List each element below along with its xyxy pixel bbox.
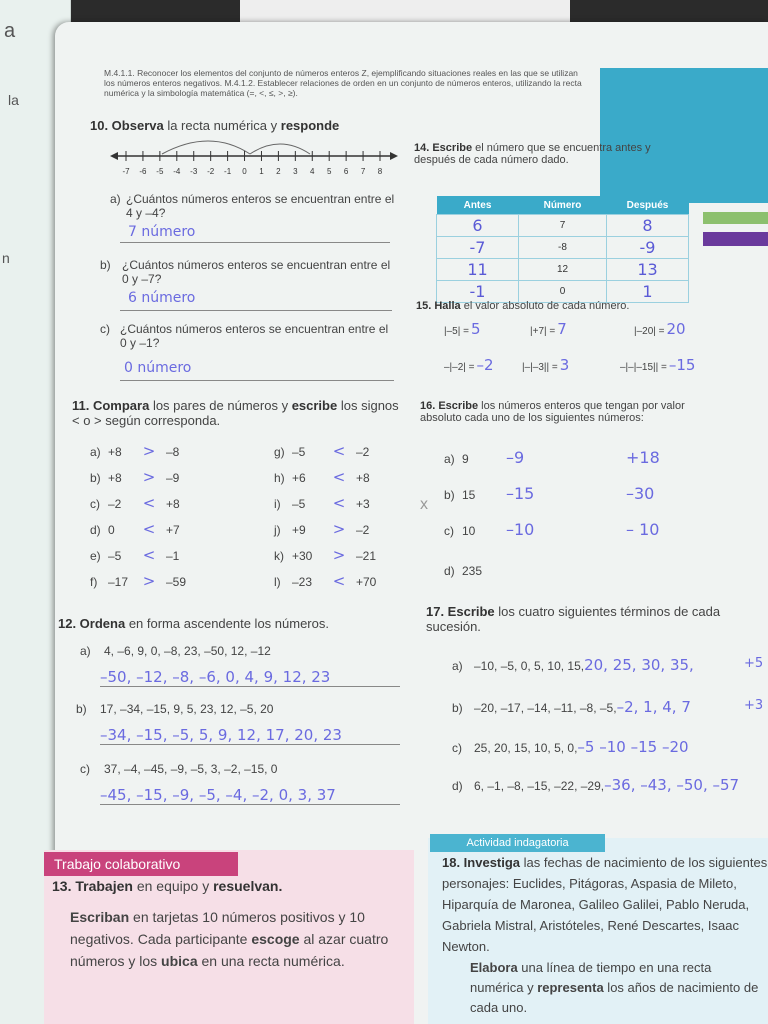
tick-label: 4 bbox=[310, 167, 315, 176]
q11-sign[interactable]: < bbox=[332, 468, 346, 486]
q12-answer[interactable]: –50, –12, –8, –6, 0, 4, 9, 12, 23 bbox=[100, 668, 331, 686]
tick-label: 8 bbox=[377, 167, 383, 176]
q17-item bbox=[452, 656, 694, 674]
q15-answer[interactable]: 7 bbox=[557, 320, 567, 338]
q16-item bbox=[444, 484, 654, 503]
q11-right-number: –2 bbox=[356, 445, 370, 459]
q16-item bbox=[444, 560, 626, 579]
q11-sign[interactable]: > bbox=[142, 572, 156, 590]
background-page-top bbox=[240, 0, 570, 22]
q11-sign[interactable]: < bbox=[332, 442, 346, 460]
q12-label: c) bbox=[80, 762, 90, 776]
q11-sign[interactable]: < bbox=[142, 546, 156, 564]
tick-label: -7 bbox=[122, 167, 130, 176]
q15-item bbox=[522, 356, 569, 374]
q15-expression: |–|–3|| = bbox=[522, 362, 558, 373]
q11-sign[interactable]: < bbox=[142, 494, 156, 512]
q11-sign[interactable]: > bbox=[142, 468, 156, 486]
q16-value: 9 bbox=[462, 452, 469, 466]
q12-underline bbox=[100, 804, 400, 805]
q18-title: 18. Investiga las fechas de nacimiento de los siguientes personajes: Euclides, Pitágoras, Aspasia de Mileto, Hiparquía de Maronea, Galileo Galilei, Pablo Neruda, Gabriela Mistral, Aristóteles, René Descartes, Isaac Newton. bbox=[442, 855, 768, 954]
q10-c-text: ¿Cuántos números enteros se encuentran entre el 0 y –1? bbox=[120, 322, 389, 350]
q16-answer-1[interactable]: –10 bbox=[506, 520, 535, 539]
q10-a-text: ¿Cuántos números enteros se encuentran entre el 4 y –4? bbox=[126, 192, 395, 220]
q16-item bbox=[444, 448, 660, 467]
q10-title: 10. Observa la recta numérica y responde bbox=[90, 118, 340, 133]
q16-item bbox=[444, 520, 659, 539]
q17-answer[interactable]: –5 –10 –15 –20 bbox=[577, 738, 689, 756]
table-cell[interactable]: -7 bbox=[437, 237, 519, 259]
q11-label: d) bbox=[90, 523, 101, 537]
tick-label: 5 bbox=[326, 167, 332, 176]
q15-expression: |–20| = bbox=[634, 326, 665, 337]
q11-label: h) bbox=[274, 471, 285, 485]
q17-label: b) bbox=[452, 701, 463, 715]
q13-text: Escriban en tarjetas 10 números positivos y 10 negativos. Cada participante escoge al azar cuatro números y los ubica en una recta numérica. bbox=[70, 909, 389, 969]
q17-answer[interactable]: –2, 1, 4, 7 bbox=[616, 698, 691, 716]
q17-item bbox=[452, 698, 691, 716]
q10-b-label: b) bbox=[100, 258, 111, 272]
q11-item bbox=[274, 572, 376, 590]
tick-label: -6 bbox=[139, 167, 147, 176]
q11-left-number: –23 bbox=[292, 575, 313, 589]
q16-label: a) bbox=[444, 452, 455, 466]
q12-numbers: 17, –34, –15, 9, 5, 23, 12, –5, 20 bbox=[100, 702, 274, 716]
q11-sign[interactable]: > bbox=[332, 546, 346, 564]
q11-label: e) bbox=[90, 549, 101, 563]
q11-left-number: –17 bbox=[108, 575, 129, 589]
q11-item bbox=[90, 572, 186, 590]
table-cell: 0 bbox=[519, 281, 607, 303]
tick-label: -5 bbox=[156, 167, 164, 176]
q11-sign[interactable]: < bbox=[142, 520, 156, 538]
header-despues: Después bbox=[607, 196, 689, 215]
q11-label: f) bbox=[90, 575, 98, 589]
q12-item bbox=[76, 702, 273, 716]
q16-value: 10 bbox=[462, 524, 476, 538]
q17-title: 17. Escribe los cuatro siguientes términos de cada sucesión. bbox=[426, 604, 721, 634]
header-line-2: los números enteros negativos. M.4.1.2. Establecer relaciones de orden en un conjunto de números enteros, utilizando la recta bbox=[104, 78, 582, 88]
q17-item bbox=[452, 776, 739, 794]
q11-right-number: –9 bbox=[166, 471, 180, 485]
q11-right-number: +8 bbox=[166, 497, 180, 511]
table-cell[interactable]: 8 bbox=[607, 215, 689, 237]
q12-label: a) bbox=[80, 644, 91, 658]
tick-label: 0 bbox=[242, 167, 247, 176]
q15-answer[interactable]: 20 bbox=[666, 320, 686, 338]
q11-right-number: +8 bbox=[356, 471, 370, 485]
table-cell[interactable]: -9 bbox=[607, 237, 689, 259]
q15-expression: –|–|–15|| = bbox=[620, 362, 667, 373]
q12-item bbox=[80, 762, 277, 776]
q15-item bbox=[444, 320, 480, 338]
q12-numbers: 37, –4, –45, –9, –5, 3, –2, –15, 0 bbox=[104, 762, 278, 776]
tick-label: -1 bbox=[224, 167, 232, 176]
q11-right-number: –8 bbox=[166, 445, 180, 459]
table-cell[interactable]: 1 bbox=[607, 281, 689, 303]
q11-right-number: +3 bbox=[356, 497, 370, 511]
q15-answer[interactable]: –15 bbox=[668, 356, 696, 374]
q11-left-number: –2 bbox=[108, 497, 122, 511]
q12-answer[interactable]: –45, –15, –9, –5, –4, –2, 0, 3, 37 bbox=[100, 786, 336, 804]
skill-header bbox=[104, 68, 694, 98]
q11-label: g) bbox=[274, 445, 285, 459]
q16-title: 16. Escribe los números enteros que tengan por valor absoluto cada uno de los siguientes números: bbox=[420, 400, 685, 424]
q16-label: c) bbox=[444, 524, 454, 538]
tick-label: -4 bbox=[173, 167, 181, 176]
q10-c-answer: 0 número bbox=[124, 360, 192, 376]
q16-label: d) bbox=[444, 564, 455, 578]
q17-item bbox=[452, 738, 689, 756]
q15-expression: |–5| = bbox=[444, 326, 469, 337]
tick-label: 1 bbox=[259, 167, 264, 176]
q12-title: 12. Ordena en forma ascendente los números. bbox=[58, 616, 329, 631]
q11-sign[interactable]: > bbox=[332, 520, 346, 538]
q11-right-number: +7 bbox=[166, 523, 180, 537]
q11-item bbox=[274, 442, 369, 460]
green-strip bbox=[703, 212, 768, 224]
header-line-1: M.4.1.1. Reconocer los elementos del conjunto de números enteros Z, ejemplificando situaciones reales en las que se utilizan bbox=[104, 68, 578, 78]
tick-label: 2 bbox=[276, 167, 281, 176]
q11-item bbox=[90, 520, 180, 538]
q11-item bbox=[90, 468, 179, 486]
q17-sequence: –20, –17, –14, –11, –8, –5, bbox=[474, 701, 617, 715]
q11-item bbox=[90, 546, 179, 564]
q12-underline bbox=[100, 744, 400, 745]
q17-answer[interactable]: –36, –43, –50, –57 bbox=[604, 776, 740, 794]
q10-a-answer: 7 número bbox=[128, 224, 196, 240]
q11-left-number: +8 bbox=[108, 445, 122, 459]
q11-left-number: +8 bbox=[108, 471, 122, 485]
table-cell[interactable]: -1 bbox=[437, 281, 519, 303]
q15-item bbox=[530, 320, 567, 338]
q11-right-number: –59 bbox=[166, 575, 187, 589]
header-antes: Antes bbox=[437, 196, 519, 215]
q15-expression: |+7| = bbox=[530, 326, 556, 337]
q11-left-number: –5 bbox=[292, 445, 306, 459]
table-cell: -8 bbox=[519, 237, 607, 259]
q15-expression: –|–2| = bbox=[444, 362, 475, 373]
table-cell[interactable]: 6 bbox=[437, 215, 519, 237]
q17-sequence: –10, –5, 0, 5, 10, 15, bbox=[474, 659, 585, 673]
q11-left-number: +30 bbox=[292, 549, 313, 563]
q12-numbers: 4, –6, 9, 0, –8, 23, –50, 12, –12 bbox=[104, 644, 271, 658]
tick-label: 3 bbox=[293, 167, 298, 176]
q15-item bbox=[620, 356, 695, 374]
q12-underline bbox=[100, 686, 400, 687]
tick-label: -3 bbox=[190, 167, 198, 176]
q11-label: i) bbox=[274, 497, 281, 511]
q16-label: b) bbox=[444, 488, 455, 502]
q13-title: 13. Trabajen en equipo y resuelvan. bbox=[52, 878, 283, 894]
q15-item bbox=[444, 356, 494, 374]
q11-item bbox=[90, 494, 180, 512]
q11-item bbox=[90, 442, 179, 460]
q17-step-note: +5 bbox=[744, 656, 764, 671]
q11-item bbox=[274, 468, 370, 486]
q16-answer-2[interactable]: – 10 bbox=[626, 520, 660, 539]
tick-label: 7 bbox=[360, 167, 366, 176]
q15-item bbox=[634, 320, 686, 338]
q18-text: Elabora una línea de tiempo en una recta numérica y representa los años de nacimiento de cada uno. bbox=[470, 960, 759, 1015]
header-line-3: numérica y la simbología matemática (=, <, ≤, >, ≥). bbox=[104, 88, 298, 98]
q11-label: l) bbox=[274, 575, 281, 589]
q16-answer-2[interactable]: –30 bbox=[626, 484, 655, 503]
q15-answer[interactable]: 3 bbox=[559, 356, 570, 374]
collaborative-tab: Trabajo colaborativo bbox=[44, 852, 238, 876]
q10-c-label: c) bbox=[100, 322, 110, 336]
q11-label: a) bbox=[90, 445, 101, 459]
q12-answer[interactable]: –34, –15, –5, 5, 9, 12, 17, 20, 23 bbox=[100, 726, 342, 744]
q17-label: d) bbox=[452, 779, 463, 793]
side-text-n: n bbox=[2, 250, 10, 266]
q17-step-note: +3 bbox=[744, 698, 764, 713]
q10-b-answer: 6 número bbox=[128, 290, 196, 306]
q11-title: 11. Compara los pares de números y escribe los signos < o > según corresponda. bbox=[72, 398, 399, 428]
q11-sign[interactable]: > bbox=[142, 442, 156, 460]
q17-answer[interactable]: 20, 25, 30, 35, bbox=[584, 656, 694, 674]
side-text: la bbox=[8, 92, 19, 108]
q11-label: c) bbox=[90, 497, 100, 511]
q14-table bbox=[436, 196, 689, 303]
table-cell: 12 bbox=[519, 259, 607, 281]
header-numero: Número bbox=[519, 196, 607, 215]
q17-sequence: 6, –1, –8, –15, –22, –29, bbox=[474, 779, 605, 793]
table-row bbox=[437, 237, 689, 259]
q11-right-number: –1 bbox=[166, 549, 180, 563]
tick-label: 6 bbox=[343, 167, 349, 176]
q11-left-number: –5 bbox=[108, 549, 122, 563]
q11-left-number: +9 bbox=[292, 523, 306, 537]
q10-b-text: ¿Cuántos números enteros se encuentran entre el 0 y –7? bbox=[122, 258, 391, 286]
q15-title: 15. Halla el valor absoluto de cada número. bbox=[416, 300, 630, 312]
q11-left-number: +6 bbox=[292, 471, 306, 485]
q11-label: j) bbox=[274, 523, 281, 537]
q11-sign[interactable]: < bbox=[332, 572, 346, 590]
q11-item bbox=[274, 494, 370, 512]
q11-item bbox=[274, 520, 369, 538]
inquiry-tab: Actividad indagatoria bbox=[430, 834, 605, 852]
table-row bbox=[437, 215, 689, 237]
q14-title: 14. Escribe el número que se encuentra antes y después de cada número dado. bbox=[414, 142, 651, 166]
q11-item bbox=[274, 546, 376, 564]
table-cell[interactable]: 11 bbox=[437, 259, 519, 281]
number-line bbox=[110, 138, 400, 188]
purple-strip bbox=[703, 232, 768, 246]
q17-label: a) bbox=[452, 659, 463, 673]
q11-left-number: 0 bbox=[108, 523, 115, 537]
q11-label: k) bbox=[274, 549, 284, 563]
q16-answer-2[interactable]: +18 bbox=[626, 448, 660, 467]
q11-label: b) bbox=[90, 471, 101, 485]
q15-answer[interactable]: 5 bbox=[470, 320, 481, 338]
q17-label: c) bbox=[452, 741, 462, 755]
table-cell: 7 bbox=[519, 215, 607, 237]
q12-label: b) bbox=[76, 702, 87, 716]
q11-right-number: –2 bbox=[356, 523, 370, 537]
q11-sign[interactable]: < bbox=[332, 494, 346, 512]
q11-left-number: –5 bbox=[292, 497, 306, 511]
table-row bbox=[437, 259, 689, 281]
q15-answer[interactable]: –2 bbox=[476, 356, 494, 374]
q16-value: 15 bbox=[462, 488, 476, 502]
q16-answer-1[interactable]: –15 bbox=[506, 484, 535, 503]
q16-value: 235 bbox=[462, 564, 483, 578]
q17-sequence: 25, 20, 15, 10, 5, 0, bbox=[474, 741, 578, 755]
q11-right-number: +70 bbox=[356, 575, 377, 589]
q12-item bbox=[80, 644, 271, 658]
table-cell[interactable]: 13 bbox=[607, 259, 689, 281]
side-letter: a bbox=[4, 20, 16, 42]
q16-mark: x bbox=[420, 496, 428, 513]
q11-right-number: –21 bbox=[356, 549, 377, 563]
q16-answer-1[interactable]: –9 bbox=[506, 448, 525, 467]
tick-label: -2 bbox=[207, 167, 215, 176]
q10-a-label: a) bbox=[110, 192, 121, 206]
